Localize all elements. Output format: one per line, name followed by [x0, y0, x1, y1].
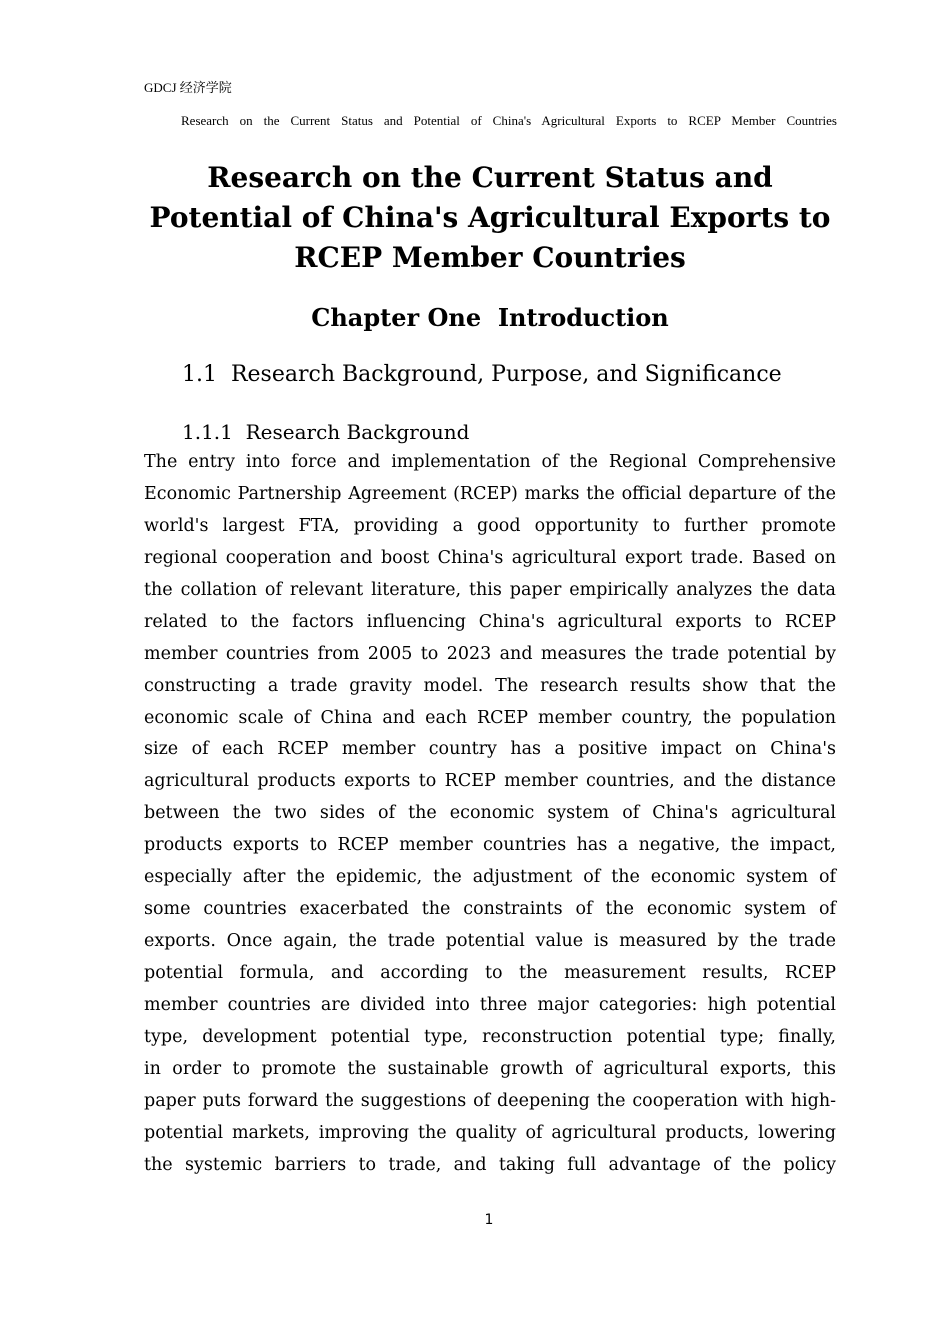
header-running-title: Research on the Current Status and Potential of China's Agricultural Exports to RCEP Member Countries [181, 113, 837, 128]
body-line: paper puts forward the suggestions of deepening the cooperation with high- [144, 1090, 836, 1111]
document-title: Research on the Current Status and Potential of China's Agricultural Exports to RCEP Member Countries [149, 161, 831, 274]
body-line: the collation of relevant literature, this paper empirically analyzes the data [144, 579, 836, 600]
chapter-heading: Chapter One Introduction [311, 303, 669, 332]
body-line: world's largest FTA, providing a good opportunity to further promote [144, 515, 836, 536]
body-line: member countries from 2005 to 2023 and measures the trade potential by [144, 643, 836, 664]
body-paragraph [144, 447, 836, 1182]
body-line: member countries are divided into three major categories: high potential [144, 994, 836, 1015]
body-line: related to the factors influencing China's agricultural exports to RCEP [144, 611, 836, 632]
body-line: Economic Partnership Agreement (RCEP) marks the official departure of the [144, 483, 836, 504]
page-number: 1 [484, 1212, 494, 1228]
section-heading: 1.1 Research Background, Purpose, and Significance [182, 362, 782, 387]
subsection-heading: 1.1.1 Research Background [182, 420, 470, 444]
body-line: economic scale of China and each RCEP member country, the population [144, 707, 836, 728]
body-line: potential formula, and according to the measurement results, RCEP [144, 963, 836, 983]
body-line: regional cooperation and boost China's agricultural export trade. Based on [144, 547, 836, 568]
body-line: constructing a trade gravity model. The research results show that the [144, 675, 836, 696]
body-line: agricultural products exports to RCEP member countries, and the distance [144, 771, 836, 792]
body-line: especially after the epidemic, the adjustment of the economic system of [144, 867, 836, 888]
body-line: The entry into force and implementation of the Regional Comprehensive [144, 452, 836, 472]
body-line: between the two sides of the economic system of China's agricultural [144, 803, 836, 824]
body-line: exports. Once again, the trade potential value is measured by the trade [144, 931, 836, 952]
body-line: size of each RCEP member country has a positive impact on China's [144, 739, 836, 760]
body-line: in order to promote the sustainable growth of agricultural exports, this [144, 1058, 836, 1079]
body-line: the systemic barriers to trade, and taking full advantage of the policy [144, 1154, 836, 1175]
body-line: products exports to RCEP member countries has a negative, the impact, [144, 835, 836, 856]
body-line: type, development potential type, reconstruction potential type; finally, [144, 1026, 836, 1047]
header-institution: GDCJ 经济学院 [144, 80, 232, 95]
body-line: potential markets, improving the quality of agricultural products, lowering [144, 1122, 836, 1143]
body-line: some countries exacerbated the constraints of the economic system of [144, 899, 836, 920]
